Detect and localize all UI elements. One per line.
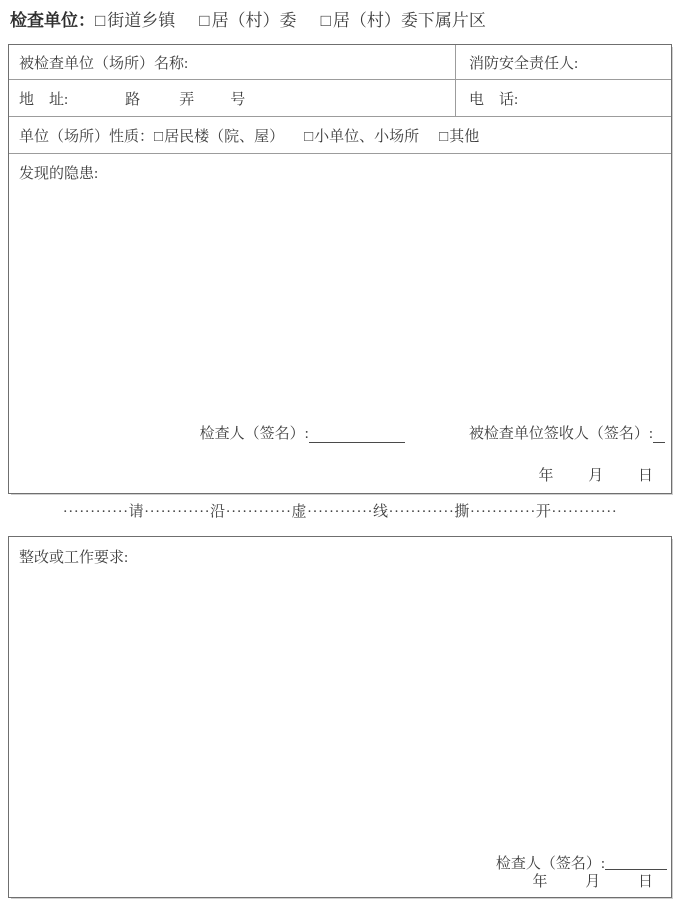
address-field[interactable] [9, 80, 456, 116]
inspection-unit-label: 检查单位： [10, 11, 95, 30]
checkbox-option-street-town[interactable] [95, 11, 175, 30]
inspector-signature-line[interactable] [309, 429, 405, 443]
checkbox-icon[interactable]: □ [199, 11, 210, 30]
checkbox-icon[interactable]: □ [439, 128, 449, 145]
address-unit-road: 路 [125, 91, 141, 108]
checkbox-option-label: 居（村）委下属片区 [332, 11, 486, 30]
checkbox-option-small-unit[interactable] [304, 125, 419, 146]
rectification-label: 整改或工作要求: [19, 550, 129, 566]
rectification-box[interactable] [8, 536, 672, 898]
date-line [538, 464, 653, 485]
form-header [0, 0, 680, 32]
checkbox-option-subordinate-area[interactable] [321, 11, 486, 30]
checkbox-option-residential-building[interactable] [154, 125, 284, 146]
date-year-label: 年 [538, 468, 554, 484]
inspector-sign-label: 检查人（签名）: [495, 856, 605, 872]
checkbox-icon[interactable]: □ [95, 11, 106, 30]
date-month-label: 月 [585, 874, 601, 890]
checkbox-option-village-committee[interactable] [199, 11, 296, 30]
tear-along-dotted-line: ············请············沿············虚············线············撕············开············ [62, 504, 618, 520]
address-unit-lane: 弄 [179, 91, 195, 108]
safety-officer-field[interactable] [456, 45, 671, 79]
date-day-label: 日 [637, 874, 653, 890]
phone-label: 电 话: [469, 91, 519, 108]
address-label: 地 址: [19, 91, 69, 108]
checkbox-option-label: 小单位、小场所 [314, 128, 420, 145]
signature-row [9, 422, 665, 443]
inspection-info-table [8, 44, 672, 494]
receiver-signature-line[interactable] [653, 429, 665, 443]
date-line [532, 870, 653, 891]
checkbox-icon[interactable]: □ [304, 128, 314, 145]
checkbox-option-label: 居（村）委 [211, 11, 297, 30]
table-row [9, 79, 671, 116]
unit-nature-label: 单位（场所）性质： [19, 128, 155, 145]
inspector-sign-label: 检查人（签名）: [199, 426, 309, 442]
checkbox-option-label: 其他 [449, 128, 480, 145]
checkbox-icon[interactable]: □ [154, 128, 164, 145]
unit-nature-row [9, 116, 671, 153]
checkbox-option-label: 居民楼（院、屋） [164, 128, 285, 145]
table-row [9, 45, 671, 79]
phone-field[interactable] [456, 80, 671, 116]
receiver-sign-label: 被检查单位签收人（签名）: [468, 426, 653, 442]
checkbox-option-label: 街道乡镇 [107, 11, 176, 30]
date-month-label: 月 [588, 468, 604, 484]
hazards-label: 发现的隐患: [19, 166, 99, 182]
unit-name-field[interactable] [9, 45, 456, 79]
unit-name-label: 被检查单位（场所）名称: [19, 55, 189, 72]
hazards-area[interactable] [9, 153, 671, 493]
date-year-label: 年 [532, 874, 548, 890]
checkbox-icon[interactable]: □ [320, 11, 331, 30]
safety-officer-label: 消防安全责任人: [469, 55, 579, 72]
address-unit-number: 号 [230, 91, 246, 108]
inspector-signature-line[interactable] [605, 856, 667, 870]
checkbox-option-other[interactable] [439, 125, 479, 146]
date-day-label: 日 [637, 468, 653, 484]
